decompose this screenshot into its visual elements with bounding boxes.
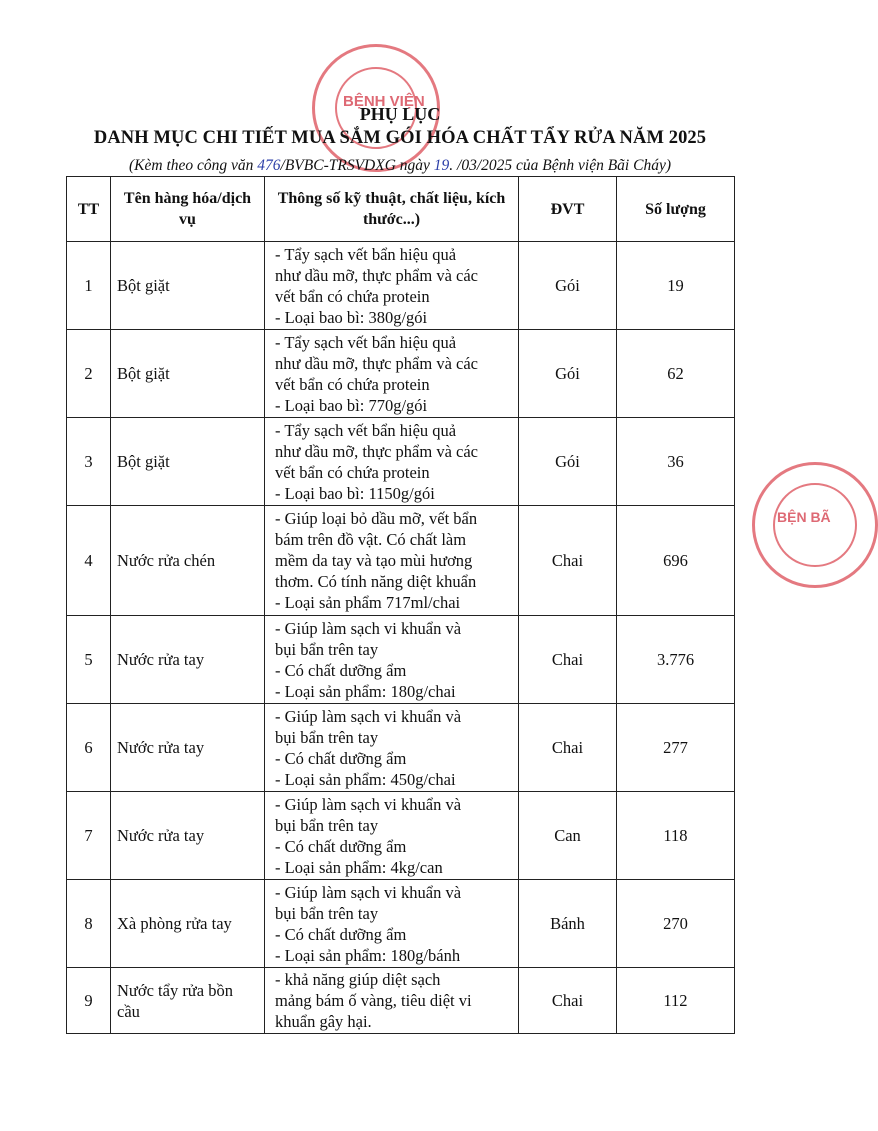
table-row xyxy=(67,616,735,704)
cell-specifications xyxy=(265,880,519,968)
spec-line: vết bẩn có chứa protein xyxy=(275,374,430,394)
cell-item-name: Bột giặt xyxy=(111,242,265,330)
table-row xyxy=(67,330,735,418)
cell-unit: Bánh xyxy=(519,880,617,968)
spec-line: - Có chất dưỡng ẩm xyxy=(275,748,407,768)
hospital-seal-stamp-edge xyxy=(752,462,878,588)
cell-specifications xyxy=(265,968,519,1034)
cell-tt: 7 xyxy=(67,792,111,880)
appendix-title: PHỤ LỤC xyxy=(359,104,441,124)
cell-specifications xyxy=(265,330,519,418)
table-row xyxy=(67,418,735,506)
spec-line: bụi bẩn trên tay xyxy=(275,639,379,659)
cell-item-name: Nước rửa tay xyxy=(111,792,265,880)
spec-line: bụi bẩn trên tay xyxy=(275,815,379,835)
cell-unit: Gói xyxy=(519,242,617,330)
cell-item-name: Nước rửa tay xyxy=(111,704,265,792)
spec-line: vết bẩn có chứa protein xyxy=(275,286,430,306)
cell-item-name: Bột giặt xyxy=(111,418,265,506)
header-quantity: Số lượng xyxy=(617,177,735,242)
table-row xyxy=(67,506,735,616)
spec-line: như dầu mỡ, thực phẩm và các xyxy=(275,353,479,373)
cell-specifications xyxy=(265,704,519,792)
cell-item-name: Nước tẩy rửa bồn cầu xyxy=(111,968,265,1034)
spec-line: vết bẩn có chứa protein xyxy=(275,462,430,482)
cell-quantity: 36 xyxy=(617,418,735,506)
spec-line: - Tẩy sạch vết bẩn hiệu quả xyxy=(275,244,457,264)
header-item-name: Tên hàng hóa/dịch vụ xyxy=(111,177,265,242)
spec-line: - Giúp loại bỏ dầu mỡ, vết bẩn xyxy=(275,509,478,528)
table-body xyxy=(67,242,735,1034)
table-header-row xyxy=(67,177,735,242)
cell-quantity: 62 xyxy=(617,330,735,418)
spec-line: - Có chất dưỡng ẩm xyxy=(275,660,407,680)
cell-quantity: 19 xyxy=(617,242,735,330)
cell-tt: 5 xyxy=(67,616,111,704)
table-row xyxy=(67,880,735,968)
cell-unit: Can xyxy=(519,792,617,880)
cell-specifications xyxy=(265,506,519,616)
spec-line: mảng bám ố vàng, tiêu diệt vi xyxy=(275,991,472,1010)
header-specifications: Thông số kỹ thuật, chất liệu, kích thước...) xyxy=(265,177,519,242)
handwritten-doc-number: 476 xyxy=(257,157,281,174)
subtitle-suffix: . /03/2025 của Bệnh viện Bãi Cháy) xyxy=(449,157,671,174)
table-row xyxy=(67,242,735,330)
spec-line: - Loại sản phẩm: 180g/bánh xyxy=(275,945,461,965)
seal-text: BỆN BÃ xyxy=(777,509,831,525)
cell-unit: Chai xyxy=(519,968,617,1034)
spec-line: - Giúp làm sạch vi khuẩn và xyxy=(275,618,462,638)
spec-line: - Loại bao bì: 1150g/gói xyxy=(275,483,435,503)
cell-item-name: Nước rửa chén xyxy=(111,506,265,616)
table-row xyxy=(67,792,735,880)
cell-tt: 1 xyxy=(67,242,111,330)
spec-line: như dầu mỡ, thực phẩm và các xyxy=(275,265,479,285)
spec-line: - Loại bao bì: 770g/gói xyxy=(275,395,428,415)
cell-unit: Gói xyxy=(519,418,617,506)
subtitle-mid: /BVBC-TRSVDXG ngày xyxy=(280,157,430,174)
spec-line: bám trên đồ vật. Có chất làm xyxy=(275,530,467,549)
cell-unit: Gói xyxy=(519,330,617,418)
cell-quantity: 112 xyxy=(617,968,735,1034)
seal-text: BỆNH VIỆN xyxy=(343,93,425,110)
cell-item-name: Xà phòng rửa tay xyxy=(111,880,265,968)
spec-line: mềm da tay và tạo mùi hương xyxy=(275,551,473,570)
cell-item-name: Bột giặt xyxy=(111,330,265,418)
table-row xyxy=(67,704,735,792)
cell-tt: 3 xyxy=(67,418,111,506)
header-tt: TT xyxy=(67,177,111,242)
cell-tt: 4 xyxy=(67,506,111,616)
spec-line: - Loại sản phẩm 717ml/chai xyxy=(275,593,461,612)
spec-line: khuẩn gây hại. xyxy=(275,1012,372,1031)
spec-line: bụi bẩn trên tay xyxy=(275,903,379,923)
table-row xyxy=(67,968,735,1034)
cell-quantity: 277 xyxy=(617,704,735,792)
cell-quantity: 118 xyxy=(617,792,735,880)
spec-line: - Có chất dưỡng ẩm xyxy=(275,924,407,944)
cell-unit: Chai xyxy=(519,616,617,704)
cell-tt: 9 xyxy=(67,968,111,1034)
spec-line: - khả năng giúp diệt sạch xyxy=(275,970,441,989)
spec-line: - Giúp làm sạch vi khuẩn và xyxy=(275,706,462,726)
procurement-table xyxy=(66,176,735,1034)
header-unit: ĐVT xyxy=(519,177,617,242)
cell-item-name: Nước rửa tay xyxy=(111,616,265,704)
spec-line: - Loại bao bì: 380g/gói xyxy=(275,307,428,327)
document-subtitle xyxy=(0,157,800,175)
cell-tt: 2 xyxy=(67,330,111,418)
spec-line: - Giúp làm sạch vi khuẩn và xyxy=(275,794,462,814)
spec-line: - Tẩy sạch vết bẩn hiệu quả xyxy=(275,420,457,440)
cell-specifications xyxy=(265,418,519,506)
cell-unit: Chai xyxy=(519,704,617,792)
cell-unit: Chai xyxy=(519,506,617,616)
cell-quantity: 696 xyxy=(617,506,735,616)
cell-quantity: 3.776 xyxy=(617,616,735,704)
spec-line: - Tẩy sạch vết bẩn hiệu quả xyxy=(275,332,457,352)
subtitle-prefix: (Kèm theo công văn xyxy=(129,157,254,174)
cell-specifications xyxy=(265,242,519,330)
cell-tt: 8 xyxy=(67,880,111,968)
spec-line: - Có chất dưỡng ẩm xyxy=(275,836,407,856)
spec-line: - Loại sản phẩm: 4kg/can xyxy=(275,857,443,877)
spec-line: - Giúp làm sạch vi khuẩn và xyxy=(275,882,462,902)
cell-tt: 6 xyxy=(67,704,111,792)
spec-line: như dầu mỡ, thực phẩm và các xyxy=(275,441,479,461)
cell-quantity: 270 xyxy=(617,880,735,968)
cell-specifications xyxy=(265,792,519,880)
spec-line: - Loại sản phẩm: 180g/chai xyxy=(275,681,456,701)
document-title: DANH MỤC CHI TIẾT MUA SẮM GÓI HÓA CHẤT TẨY RỬA NĂM 2025 xyxy=(93,128,707,148)
spec-line: thơm. Có tính năng diệt khuẩn xyxy=(275,572,477,591)
spec-line: bụi bẩn trên tay xyxy=(275,727,379,747)
handwritten-day: 19 xyxy=(433,157,450,174)
spec-line: - Loại sản phẩm: 450g/chai xyxy=(275,769,456,789)
cell-specifications xyxy=(265,616,519,704)
